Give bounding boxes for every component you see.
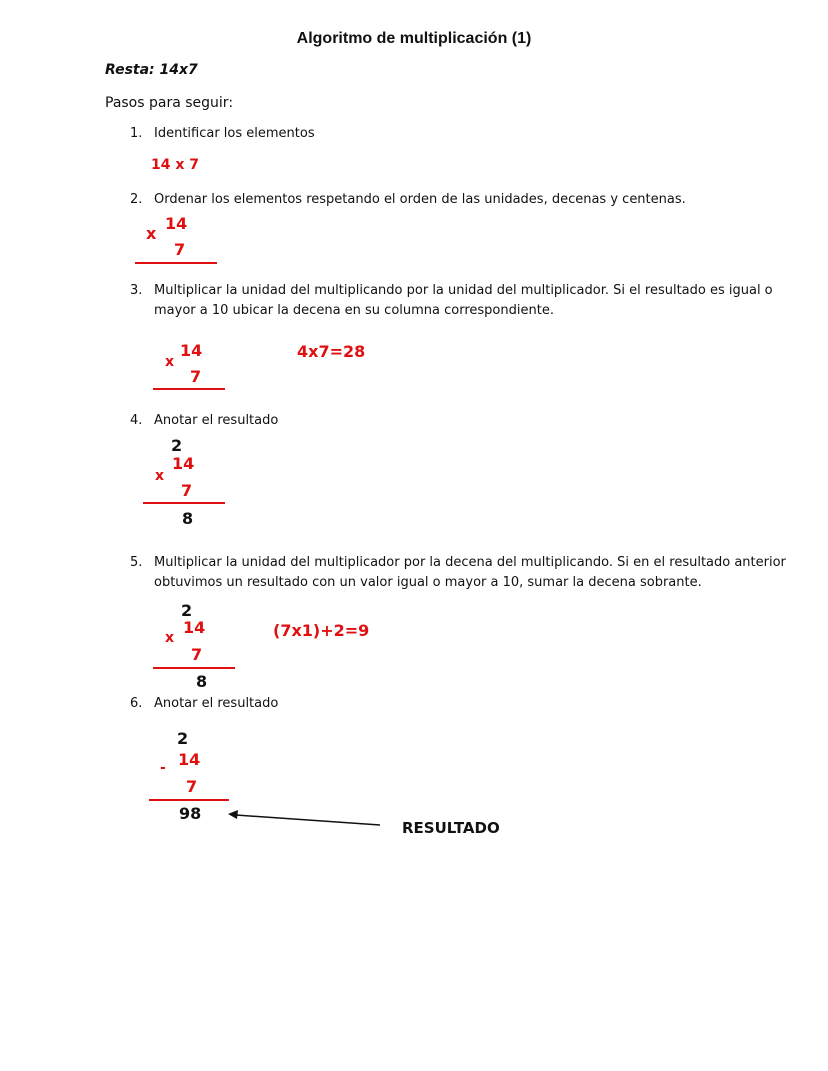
expression: 14 x 7	[151, 157, 200, 173]
step-6-number: 6.	[130, 696, 143, 711]
s4-carry: 2	[171, 436, 183, 455]
s2-underline	[135, 262, 217, 264]
s3-underline	[153, 388, 225, 390]
step-4-number: 4.	[130, 413, 143, 428]
step-4-text: Anotar el resultado	[154, 413, 279, 428]
problem-label: Resta: 14x7	[105, 62, 198, 78]
step-1-text: Identificar los elementos	[154, 126, 315, 141]
s5-partial: 8	[196, 672, 208, 691]
s5-multiplier: 7	[191, 645, 203, 664]
s3-multiplier: 7	[190, 367, 202, 386]
step-5-text-line2: obtuvimos un resultado con un valor igual o mayor a 10, sumar la decena sobrante.	[154, 575, 702, 590]
s5-multiplicand: 14	[183, 618, 206, 637]
step-5-number: 5.	[130, 555, 143, 570]
step-2-number: 2.	[130, 192, 143, 207]
step-1-number: 1.	[130, 126, 143, 141]
steps-intro: Pasos para seguir:	[105, 95, 234, 111]
s5-carry: 2	[181, 601, 193, 620]
final-result: 98	[179, 804, 202, 823]
s5-underline	[153, 667, 235, 669]
s4-multiplier: 7	[181, 481, 193, 500]
s6-minus-sign: -	[160, 760, 166, 776]
s6-multiplicand: 14	[178, 750, 201, 769]
s5-times-sign: x	[165, 630, 175, 646]
s4-partial: 8	[182, 509, 194, 528]
result-arrow	[224, 808, 384, 830]
s3-equation: 4x7=28	[297, 342, 366, 361]
s6-multiplier: 7	[186, 777, 198, 796]
s6-carry: 2	[177, 729, 189, 748]
step-5-text: Multiplicar la unidad del multiplicador por la decena del multiplicando. Si en el resultado anterior	[154, 555, 786, 570]
s2-multiplicand: 14	[165, 214, 188, 233]
step-6-text: Anotar el resultado	[154, 696, 279, 711]
s2-times-sign: x	[146, 224, 157, 243]
step-3-text-line2: mayor a 10 ubicar la decena en su columna correspondiente.	[154, 303, 554, 318]
s3-times-sign: x	[165, 354, 175, 370]
page-title: Algoritmo de multiplicación (1)	[296, 30, 532, 47]
s3-multiplicand: 14	[180, 341, 203, 360]
s2-multiplier: 7	[174, 240, 186, 259]
step-3-number: 3.	[130, 283, 143, 298]
step-3-text: Multiplicar la unidad del multiplicando por la unidad del multiplicador. Si el resultado es igual o	[154, 283, 773, 298]
result-label: RESULTADO	[402, 819, 500, 837]
s4-times-sign: x	[155, 468, 165, 484]
s6-underline	[149, 799, 229, 801]
s4-multiplicand: 14	[172, 454, 195, 473]
step-2-text: Ordenar los elementos respetando el orden de las unidades, decenas y centenas.	[154, 192, 686, 207]
s4-underline	[143, 502, 225, 504]
s5-equation: (7x1)+2=9	[273, 621, 370, 640]
